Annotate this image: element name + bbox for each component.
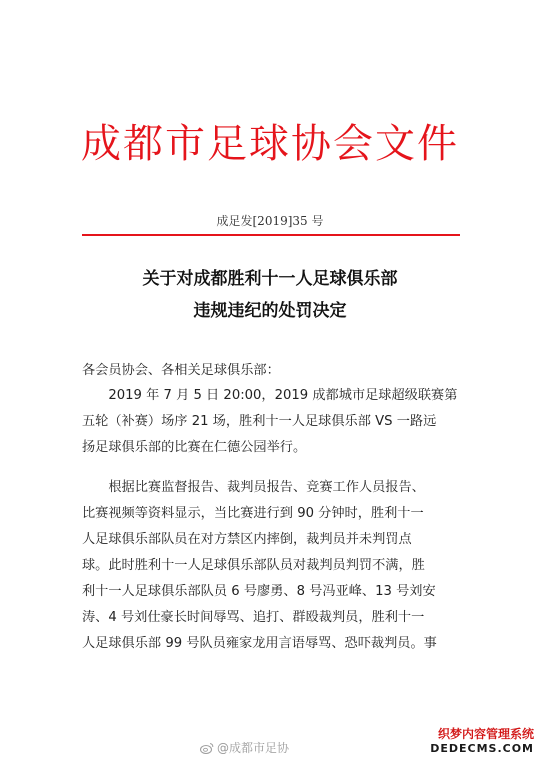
paragraph-2-line: 根据比赛监督报告、裁判员报告、竞赛工作人员报告、 xyxy=(82,480,425,495)
paragraph-1-line: 扬足球俱乐部的比赛在仁德公园举行。 xyxy=(82,440,307,455)
watermark-line-1: 织梦内容管理系统 xyxy=(437,727,534,741)
paragraph-2-line: 涛、4 号刘仕豪长时间辱骂、追打、群殴裁判员，胜利十一 xyxy=(82,610,425,625)
weibo-handle: @成都市足协 xyxy=(217,741,290,755)
paragraph-1 xyxy=(82,383,466,461)
heading-line-2: 违规违纪的处罚决定 xyxy=(193,301,347,321)
salutation: 各会员协会、各相关足球俱乐部： xyxy=(82,363,280,378)
issuer-title: 成都市足球协会文件 xyxy=(81,121,459,167)
paragraph-2-line: 人足球俱乐部队员在对方禁区内摔倒，裁判员并未判罚点 xyxy=(82,532,412,547)
paragraph-2-line: 人足球俱乐部 99 号队员雍家龙用言语辱骂、恐吓裁判员。事 xyxy=(82,636,437,651)
paragraph-2-line: 球。此时胜利十一人足球俱乐部队员对裁判员判罚不满，胜 xyxy=(82,558,425,573)
document-number: 成足发[2019]35 号 xyxy=(216,214,324,228)
paragraph-2-line: 利十一人足球俱乐部队员 6 号廖勇、8 号冯亚峰、13 号刘安 xyxy=(82,584,436,599)
paragraph-2-line: 比赛视频等资料显示，当比赛进行到 90 分钟时，胜利十一 xyxy=(82,506,424,521)
red-divider xyxy=(82,234,460,236)
weibo-icon xyxy=(200,742,214,754)
weibo-watermark xyxy=(200,740,289,756)
watermark-line-2: DEDECMS.COM xyxy=(430,742,534,755)
paragraph-1-line: 五轮（补赛）场序 21 场，胜利十一人足球俱乐部 VS 一路远 xyxy=(82,414,437,429)
paragraph-1-line: 2019 年 7 月 5 日 20:00，2019 成都城市足球超级联赛第 xyxy=(82,388,458,403)
heading-line-1: 关于对成都胜利十一人足球俱乐部 xyxy=(142,269,398,289)
site-watermark xyxy=(396,726,534,756)
paragraph-2 xyxy=(82,475,466,657)
